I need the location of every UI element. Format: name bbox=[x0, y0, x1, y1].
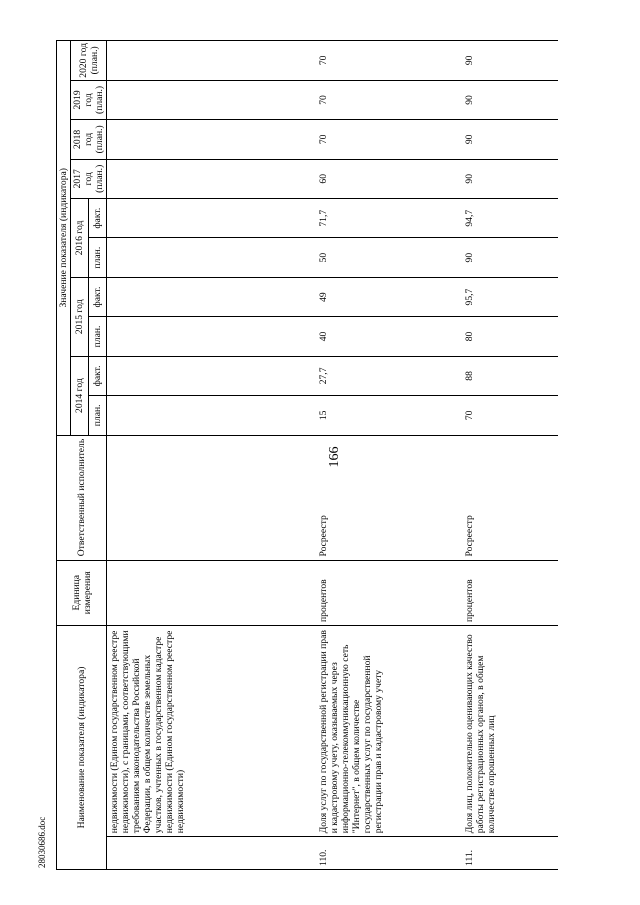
value-2014-fact: 88 bbox=[462, 356, 558, 395]
value-2015-fact: 49 bbox=[316, 277, 462, 316]
header-2020: 2020 год (план.) bbox=[71, 41, 107, 81]
header-2014-fact: факт. bbox=[89, 356, 107, 395]
header-2015-plan: план. bbox=[89, 317, 107, 356]
responsible-cell: Росреестр bbox=[462, 435, 558, 560]
header-2014: 2014 год bbox=[71, 356, 89, 435]
value-2020: 90 bbox=[462, 41, 558, 81]
header-2017: 2017 год (план.) bbox=[71, 159, 107, 198]
unit-cell: процентов bbox=[316, 560, 462, 625]
header-2016-fact: факт. bbox=[89, 199, 107, 238]
table-row bbox=[462, 41, 558, 870]
header-name: Наименование показателя (индикатора) bbox=[57, 625, 107, 869]
page-number: 166 bbox=[327, 446, 342, 468]
header-2015-fact: факт. bbox=[89, 277, 107, 316]
value-2014-plan: 15 bbox=[316, 396, 462, 435]
value-2020: 70 bbox=[316, 41, 462, 81]
indicators-table bbox=[56, 40, 558, 870]
value-2019: 70 bbox=[316, 80, 462, 119]
responsible-cell: Росреестр bbox=[316, 435, 462, 560]
value-2018: 70 bbox=[316, 120, 462, 159]
value-2016-plan: 90 bbox=[462, 238, 558, 277]
indicator-name: Доля услуг по государственной регистрации прав и кадастровому учету, оказываемых через информационно-телекоммуникационную сеть "Интернет", в общем количестве государственных услуг по государственной регистрации прав и кадастровому учету bbox=[316, 625, 462, 836]
value-2015-plan: 40 bbox=[316, 317, 462, 356]
header-responsible: Ответственный исполнитель bbox=[57, 435, 107, 560]
row-number: 110. bbox=[316, 837, 462, 870]
header-2019: 2019 год (план.) bbox=[71, 80, 107, 119]
table-row bbox=[316, 41, 462, 870]
header-2016: 2016 год bbox=[71, 199, 89, 278]
header-2018: 2018 год (план.) bbox=[71, 120, 107, 159]
value-2016-plan: 50 bbox=[316, 238, 462, 277]
header-2015: 2015 год bbox=[71, 277, 89, 356]
value-2017: 60 bbox=[316, 159, 462, 198]
value-2018: 90 bbox=[462, 120, 558, 159]
header-2016-plan: план. bbox=[89, 238, 107, 277]
value-2016-fact: 94,7 bbox=[462, 199, 558, 238]
value-2014-plan: 70 bbox=[462, 396, 558, 435]
value-2015-plan: 80 bbox=[462, 317, 558, 356]
table-row-continuation bbox=[107, 41, 317, 870]
value-2017: 90 bbox=[462, 159, 558, 198]
value-2016-fact: 71,7 bbox=[316, 199, 462, 238]
header-unit: Единица измерения bbox=[57, 560, 107, 625]
value-2019: 90 bbox=[462, 80, 558, 119]
indicator-name: Доля лиц, положительно оценивающих качество работы регистрационных органов, в общем количестве опрошенных лиц bbox=[462, 625, 558, 836]
rotated-table-container bbox=[56, 40, 566, 870]
value-2015-fact: 95,7 bbox=[462, 277, 558, 316]
value-2014-fact: 27,7 bbox=[316, 356, 462, 395]
header-2014-plan: план. bbox=[89, 396, 107, 435]
continuation-name: недвижимости (Едином государственном реестре недвижимости), с границами, соответствующими требованиям законодательства Российской Федерации, в общем количестве земельных участков, учтенных в государственном кадастре недвижимости (Едином государственном реестре недвижимости) bbox=[107, 625, 317, 836]
header-values-group: Значение показателя (индикатора) bbox=[57, 41, 71, 436]
row-number: 111. bbox=[462, 837, 558, 870]
unit-cell: процентов bbox=[462, 560, 558, 625]
footer-filename: 28030686.doc bbox=[37, 816, 47, 868]
